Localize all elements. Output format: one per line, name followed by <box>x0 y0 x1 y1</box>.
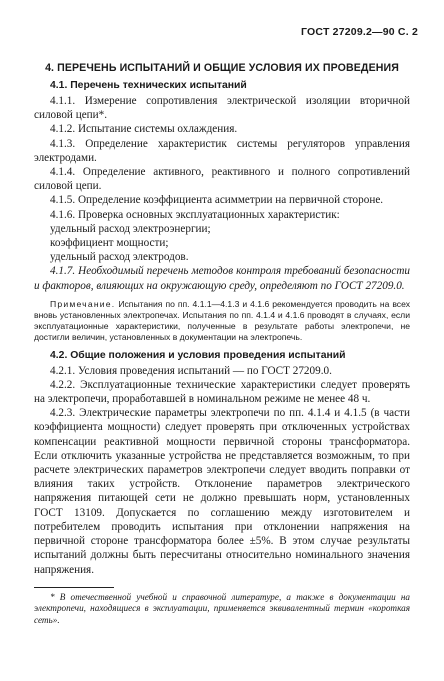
paragraph-4-1-4: 4.1.4. Определение активного, реактивного и полного сопротивлений силовой цепи. <box>34 166 410 193</box>
paragraph-4-1-2: 4.1.2. Испытание системы охлаждения. <box>50 123 238 136</box>
page-content <box>34 62 410 626</box>
page-header: ГОСТ 27209.2—90 С. 2 <box>301 26 418 38</box>
footnote-divider <box>34 587 114 588</box>
note <box>34 299 410 344</box>
paragraph-4-2-1: 4.2.1. Условия проведения испытаний — по ГОСТ 27209.0. <box>50 364 332 377</box>
section-title: 4. ПЕРЕЧЕНЬ ИСПЫТАНИЙ И ОБЩИЕ УСЛОВИЯ ИХ ПРОВЕДЕНИЯ <box>45 62 399 74</box>
paragraph-4-1-3: 4.1.3. Определение характеристик системы регуляторов управления электродами. <box>34 137 410 164</box>
list-item: коэффициент мощности; <box>50 237 169 250</box>
footnote: * В отечественной учебной и справочной литературе, а также в документации на электропечи, находящиеся в эксплуатации, применяется эквивалентный термин «короткая сеть». <box>34 591 410 625</box>
list-item: удельный расход электроэнергии; <box>50 222 211 235</box>
paragraph-4-1-7: 4.1.7. Необходимый перечень методов контроля требований безопасности и факторов, влияющих на окружающую среду, определяют по ГОСТ 27209.0. <box>34 265 410 292</box>
subsection-title-4-2: 4.2. Общие положения и условия проведения испытаний <box>50 349 346 361</box>
paragraph-4-2-2: 4.2.2. Эксплуатационные технические характеристики следует проверять на электропечи, проработавшей в номинальном режиме не менее 48 ч. <box>34 378 410 406</box>
note-text: Испытания по пп. 4.1.1—4.1.3 и 4.1.6 рекомендуется проводить на всех вновь установленных электропечах. Испытания по пп. 4.1.4 и 4.1.6 проводят в случаях, если эксплуатационные характеристики, полученные в результате работы электропечи, не достигли величин, установленных в документации на электропечь. <box>34 298 410 343</box>
list-item: удельный расход электродов. <box>50 251 189 264</box>
subsection-title-4-1: 4.1. Перечень технических испытаний <box>50 80 247 91</box>
note-label: Примечание. <box>50 298 116 309</box>
paragraph-4-2-3: 4.2.3. Электрические параметры электропечи по пп. 4.1.4 и 4.1.5 (в части коэффициента мощности) следует проверять при отключенных устройствах компенсации реактивной мощности первичной стороны трансформатора. Если отключить указанные устройства не представляется возможным, то при расчете электрических параметров электропечи следует вводить поправки от влияния таких устройств. Отклонение параметров электрического напряжения питающей сети не должно превышать норм, установленных ГОСТ 13109. Допускается по соглашению между изготовителем и потребителем проводить испытания при отклонении напряжения на первичной стороне трансформатора более ±5%. В этом случае результаты испытаний должны быть пересчитаны относительно номинального значения напряжения. <box>34 407 410 576</box>
paragraph-4-1-6: 4.1.6. Проверка основных эксплуатационных характеристик: <box>50 208 340 221</box>
paragraph-4-1-1: 4.1.1. Измерение сопротивления электрической изоляции вторичной силовой цепи*. <box>34 95 410 122</box>
paragraph-4-1-5: 4.1.5. Определение коэффициента асимметрии на первичной стороне. <box>50 194 384 207</box>
